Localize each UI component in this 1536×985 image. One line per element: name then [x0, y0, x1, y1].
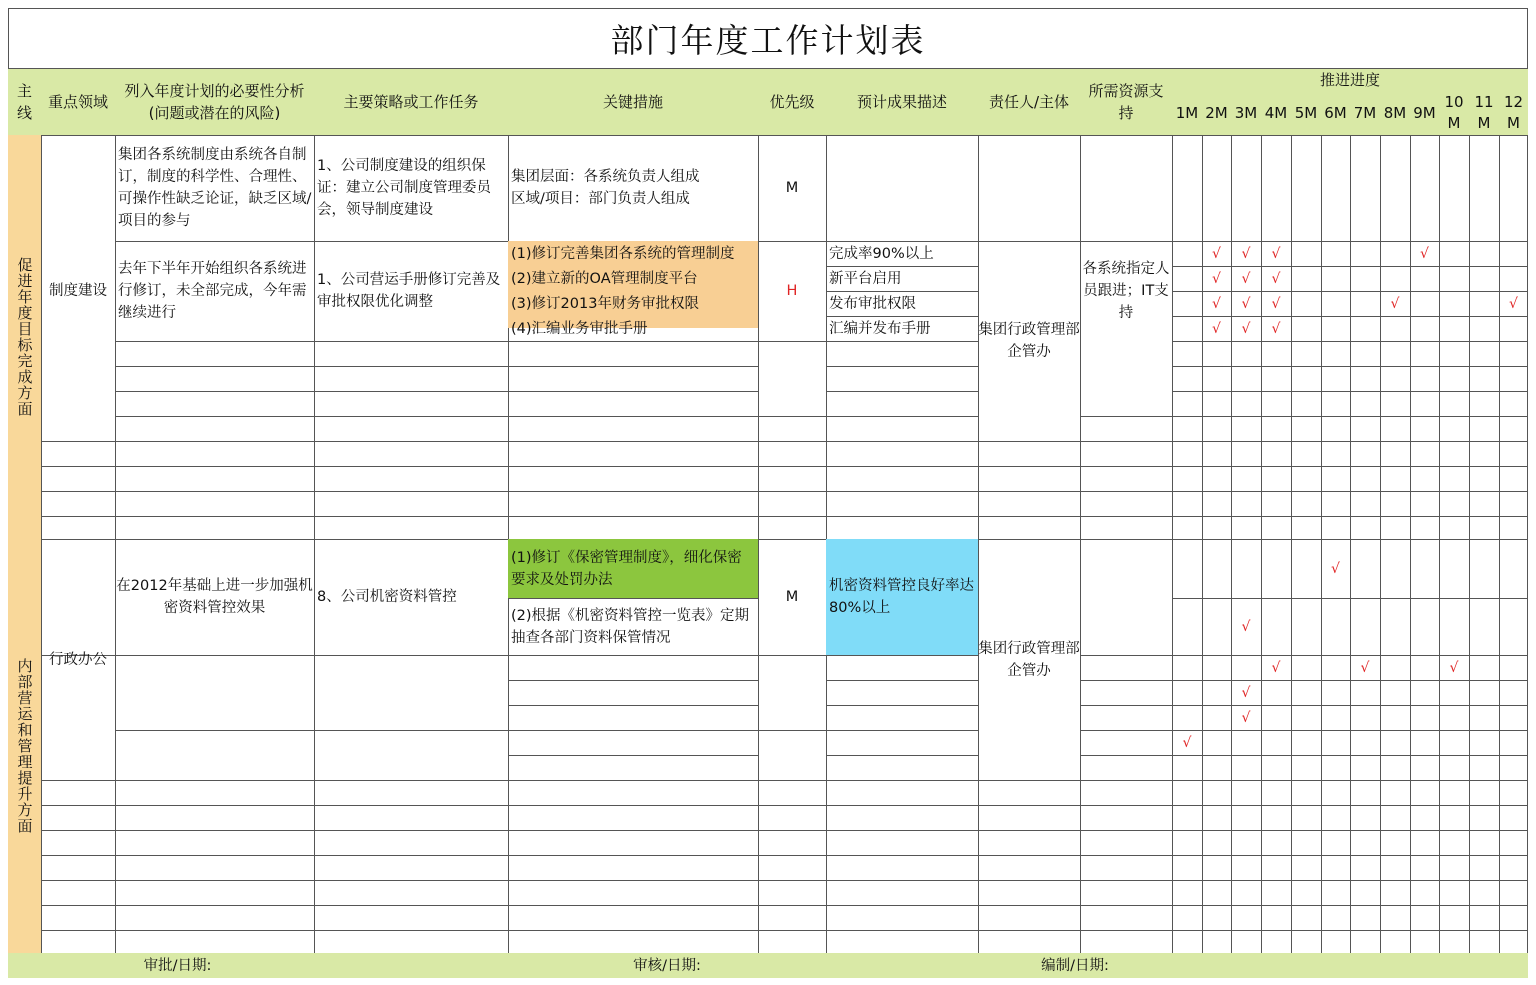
header-month-10: 10M — [1444, 93, 1464, 132]
header-priority: 优先级 — [769, 93, 815, 111]
check-mark-icon: √ — [1241, 684, 1251, 701]
strategy-text: 1、公司制度建设的组织保证：建立公司制度管理委员会，领导制度建设 — [317, 158, 491, 218]
check-mark-icon: √ — [1241, 270, 1251, 287]
check-mark-icon: √ — [1212, 320, 1221, 337]
focus-area-label: 行政办公 — [49, 651, 107, 668]
check-mark-icon: √ — [1390, 295, 1400, 312]
footer-prepare-label: 编制/日期: — [1041, 957, 1109, 974]
header-month-6: 6M — [1324, 103, 1347, 122]
check-mark-icon: √ — [1271, 245, 1281, 262]
measure-text: (2)根据《机密资料管控一览表》定期抽查各部门资料保管情况 — [511, 607, 750, 646]
header-outcome: 预计成果描述 — [856, 93, 947, 111]
header-month-11: 11M — [1474, 93, 1494, 132]
work-plan-sheet — [8, 8, 1528, 978]
header-month-4: 4M — [1264, 103, 1288, 122]
check-mark-icon: √ — [1182, 734, 1192, 751]
header-month-2: 2M — [1205, 103, 1228, 122]
measure-text: (3)修订2013年财务审批权限 — [511, 295, 699, 312]
check-mark-icon: √ — [1241, 618, 1251, 635]
header-month-12: 12M — [1503, 93, 1524, 132]
measure-text: (1)修订《保密管理制度》，细化保密要求及处罚办法 — [511, 549, 742, 588]
necessity-text: 去年下半年开始组织各系统进行修订，未全部完成，今年需继续进行 — [118, 261, 307, 321]
check-mark-icon: √ — [1212, 295, 1221, 312]
measure-text: (2)建立新的OA管理制度平台 — [511, 270, 698, 287]
check-mark-icon: √ — [1271, 270, 1281, 287]
header-strategy: 主要策略或工作任务 — [343, 93, 479, 111]
footer-background — [8, 953, 41, 978]
outcome-text: 机密资料管控良好率达80%以上 — [829, 578, 974, 616]
check-mark-icon: √ — [1271, 320, 1281, 337]
footer-review-label: 审核/日期: — [633, 957, 701, 974]
measure-text: (1)修订完善集团各系统的管理制度 — [511, 245, 735, 262]
focus-area-label: 制度建设 — [49, 283, 107, 299]
priority-label: H — [786, 283, 798, 299]
check-mark-icon: √ — [1241, 245, 1251, 262]
strategy-text: 8、公司机密资料管控 — [317, 589, 457, 605]
check-mark-icon: √ — [1449, 659, 1459, 676]
header-focus-area: 重点领域 — [47, 93, 108, 111]
mainline-label: 促进年度目标完成方面 — [15, 257, 34, 417]
header-month-1: 1M — [1175, 103, 1199, 122]
priority-label: M — [785, 589, 799, 605]
header-mainline: 主线 — [16, 82, 32, 122]
outcome-text: 发布审批权限 — [829, 295, 916, 312]
header-month-8: 8M — [1383, 103, 1407, 122]
necessity-text: 在2012年基础上进一步加强机密资料管控效果 — [116, 578, 313, 616]
owner-text: 集团行政管理部企管办 — [978, 322, 1080, 360]
check-mark-icon: √ — [1271, 295, 1281, 312]
strategy-text: 1、公司营运手册修订完善及审批权限优化调整 — [317, 272, 501, 310]
check-mark-icon: √ — [1212, 270, 1221, 287]
check-mark-icon: √ — [1271, 659, 1281, 676]
check-mark-icon: √ — [1241, 320, 1251, 337]
measure-text: (4)汇编业务审批手册 — [511, 320, 648, 337]
header-month-9: 9M — [1413, 103, 1436, 122]
header-owner: 责任人/主体 — [988, 93, 1070, 111]
priority-label: M — [785, 180, 799, 196]
necessity-text: 集团各系统制度由系统各自制订，制度的科学性、合理性、可操作性缺乏论证，缺乏区域/项目的参与 — [118, 147, 312, 229]
check-mark-icon: √ — [1360, 659, 1370, 676]
header-month-3: 3M — [1234, 103, 1258, 122]
check-mark-icon: √ — [1241, 295, 1251, 312]
check-mark-icon: √ — [1241, 709, 1251, 726]
resources-text: 各系统指定人员跟进；IT支持 — [1082, 261, 1170, 321]
header-month-7: 7M — [1353, 103, 1377, 122]
check-mark-icon: √ — [1331, 560, 1340, 577]
outcome-text: 汇编并发布手册 — [829, 320, 931, 337]
header-progress: 推进进度 — [1319, 71, 1380, 89]
footer-approve-label: 审批/日期: — [143, 957, 212, 974]
mainline-label: 内部营运和管理提升方面 — [15, 658, 34, 834]
header-necessity: 列入年度计划的必要性分析(问题或潜在的风险) — [124, 82, 305, 122]
outcome-text: 新平台启用 — [829, 270, 902, 287]
measure-text: 集团层面：各系统负责人组成 区域/项目：部门负责人组成 — [511, 169, 700, 207]
outcome-text: 完成率90%以上 — [829, 245, 934, 262]
check-mark-icon: √ — [1420, 245, 1429, 262]
header-month-5: 5M — [1294, 103, 1318, 122]
page-title: 部门年度工作计划表 — [8, 8, 1528, 69]
check-mark-icon: √ — [1212, 245, 1221, 262]
check-mark-icon: √ — [1509, 295, 1518, 312]
header-measures: 关键措施 — [602, 93, 663, 111]
header-resources: 所需资源支持 — [1088, 82, 1164, 122]
owner-text: 集团行政管理部企管办 — [978, 640, 1080, 679]
